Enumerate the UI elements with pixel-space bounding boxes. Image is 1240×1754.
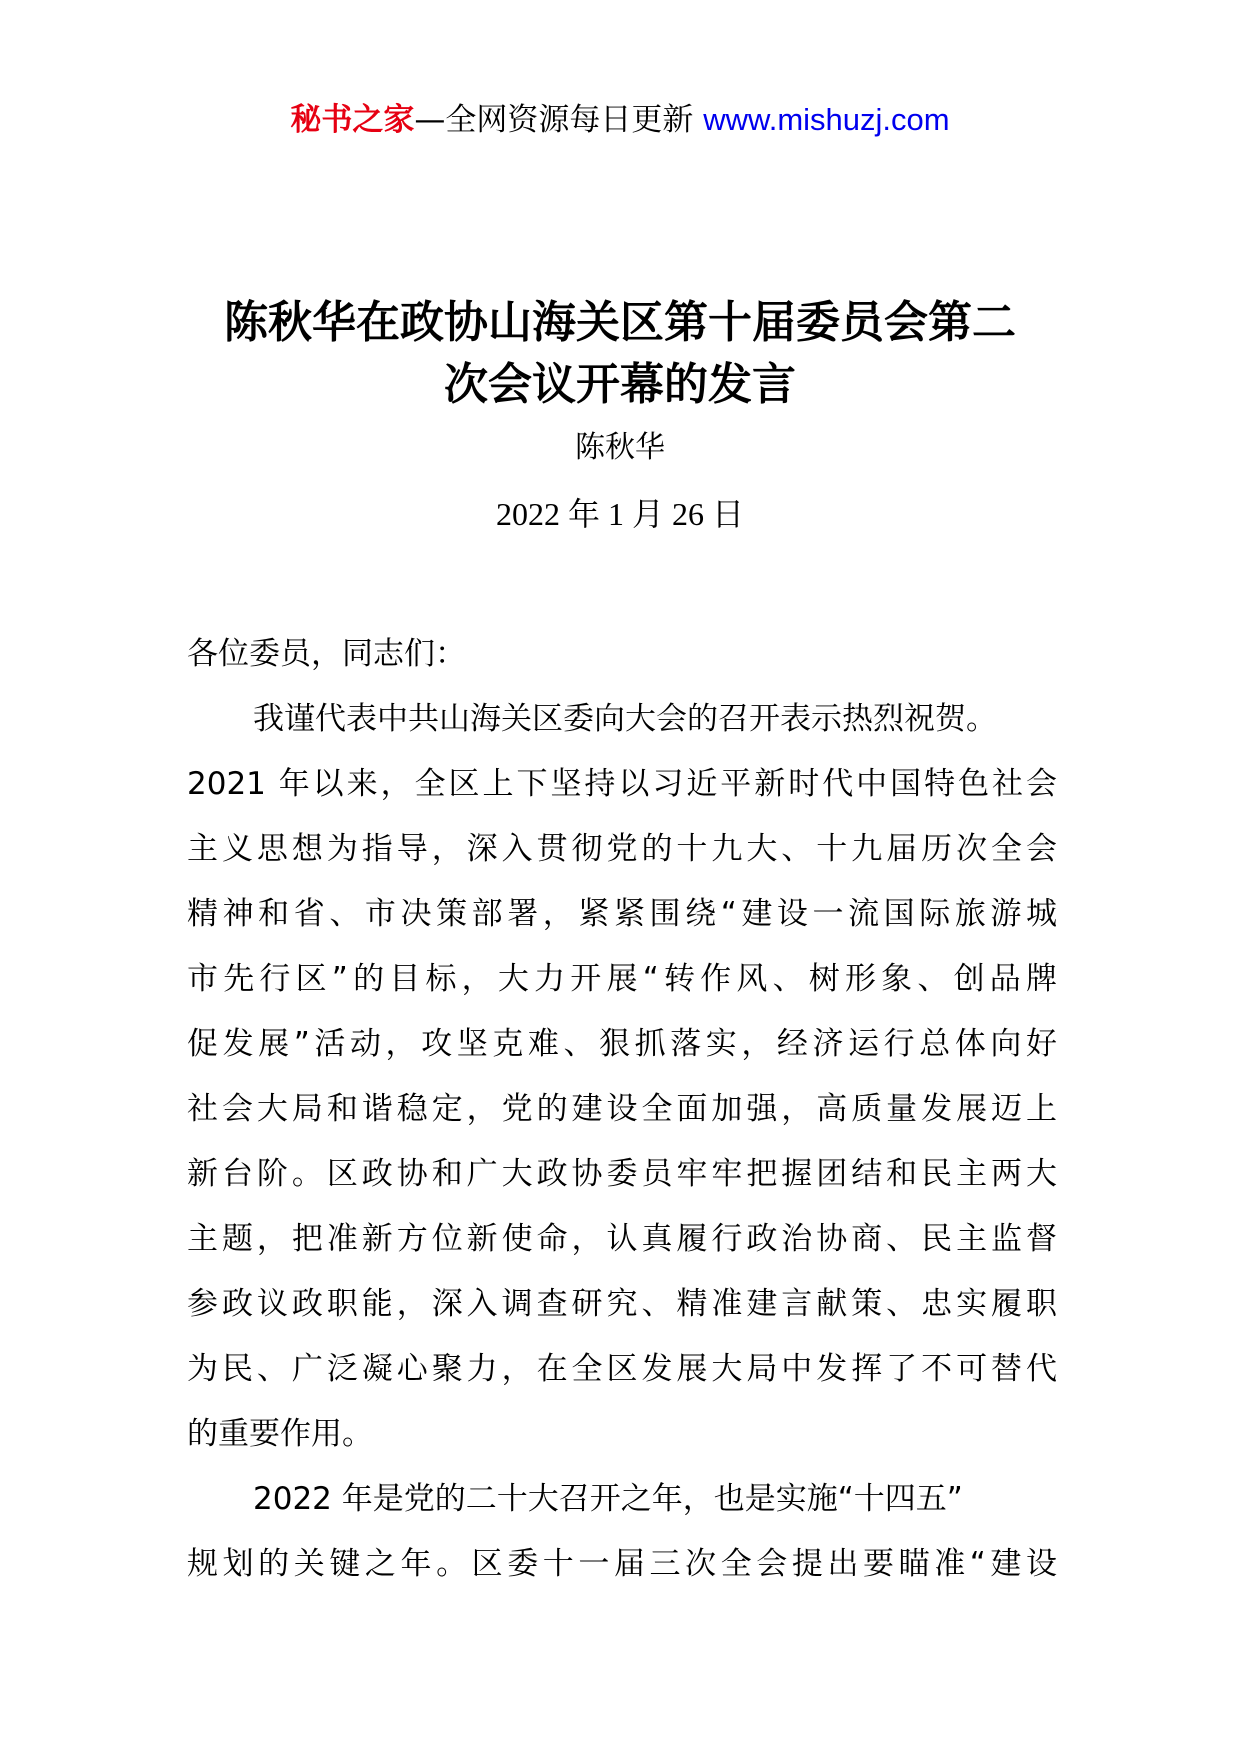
site-url-link[interactable]: www.mishuzj.com — [703, 102, 950, 137]
title-line-1: 陈秋华在政协山海关区第十届委员会第二 — [224, 297, 1016, 348]
document-author: 陈秋华 — [575, 430, 665, 465]
body-line: 2022 年是党的二十大召开之年，也是实施“十四五” — [253, 1481, 963, 1517]
body-line: 主题，把准新方位新使命，认真履行政治协商、民主监督 — [187, 1221, 1057, 1257]
body-line: 主义思想为指导，深入贯彻党的十九大、十九届历次全会 — [187, 831, 1057, 867]
page-header — [0, 100, 1240, 140]
body-line: 为民、广泛凝心聚力，在全区发展大局中发挥了不可替代 — [187, 1351, 1057, 1387]
body-line: 规划的关键之年。区委十一届三次全会提出要瞄准“建设 — [187, 1546, 1057, 1582]
body-line: 精神和省、市决策部署，紧紧围绕“建设一流国际旅游城 — [187, 896, 1057, 932]
brand-name: 秘书之家 — [290, 102, 415, 138]
body-line: 市先行区”的目标，大力开展“转作风、树形象、创品牌 — [187, 961, 1057, 997]
salutation: 各位委员，同志们： — [187, 636, 466, 672]
body-line: 我谨代表中共山海关区委向大会的召开表示热烈祝贺。 — [253, 701, 997, 737]
body-line: 的重要作用。 — [187, 1416, 373, 1452]
document-title — [150, 292, 1090, 416]
body-line: 新台阶。区政协和广大政协委员牢牢把握团结和民主两大 — [187, 1156, 1057, 1192]
body-line: 2021 年以来，全区上下坚持以习近平新时代中国特色社会 — [187, 766, 1057, 802]
header-tagline: —全网资源每日更新 — [414, 102, 704, 138]
document-date: 2022 年 1 月 26 日 — [495, 496, 744, 532]
body-line: 社会大局和谐稳定，党的建设全面加强，高质量发展迈上 — [187, 1091, 1057, 1127]
document-body — [187, 622, 1057, 1597]
body-line: 参政议政职能，深入调查研究、精准建言献策、忠实履职 — [187, 1286, 1057, 1322]
body-line: 促发展”活动，攻坚克难、狠抓落实，经济运行总体向好 — [187, 1026, 1057, 1062]
title-line-2: 次会议开幕的发言 — [444, 359, 796, 410]
